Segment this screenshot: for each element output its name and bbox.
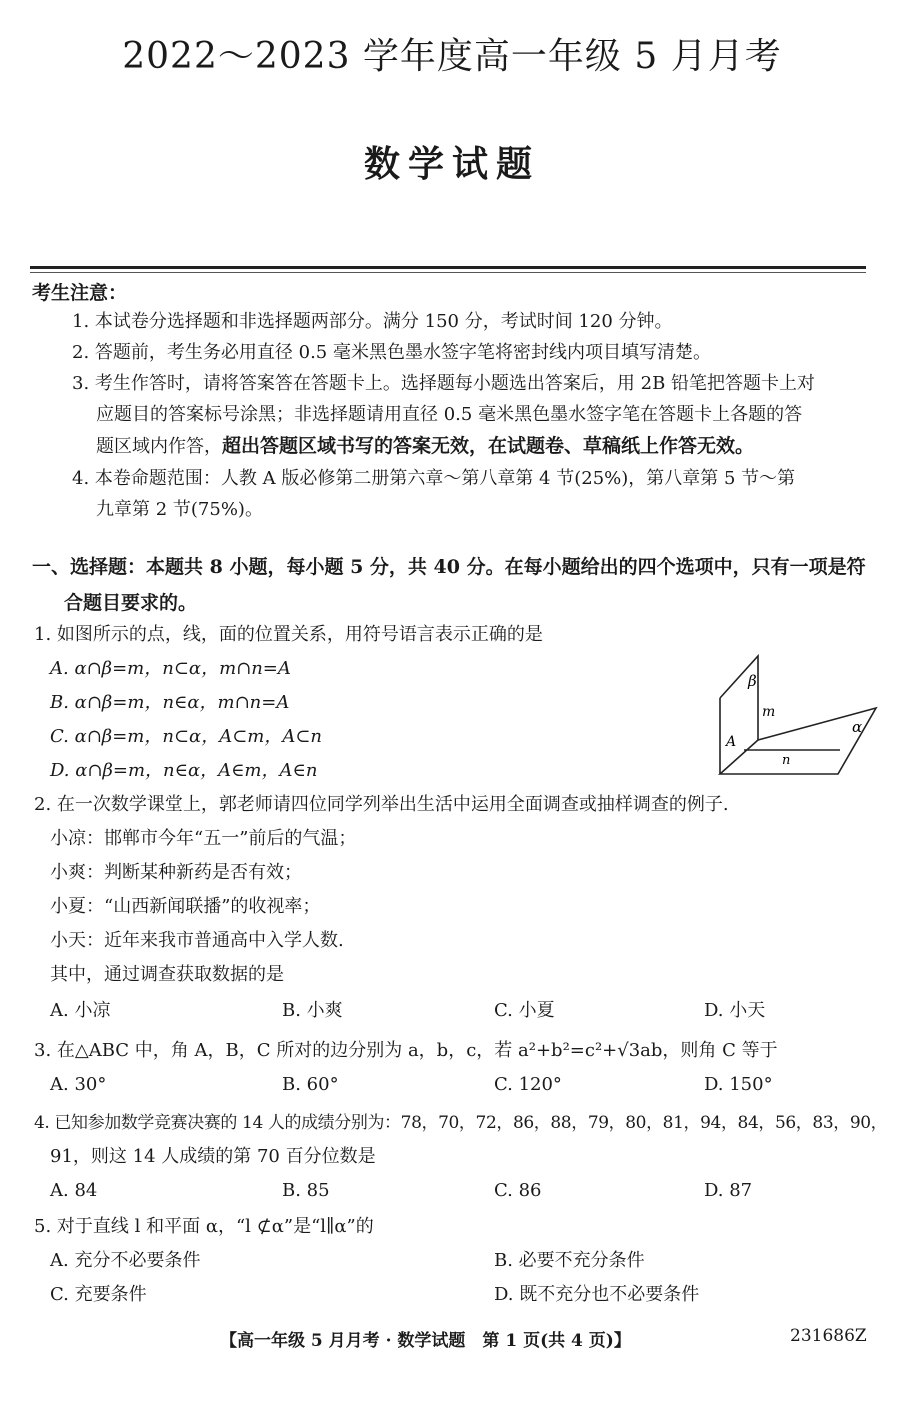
section1-heading-2: 合题目要求的。 <box>64 592 198 614</box>
q2-line-3: 小夏：“山西新闻联播”的收视率； <box>50 896 321 917</box>
q5-option-a: A. 充分不必要条件 <box>50 1250 201 1271</box>
paper-code: 231686Z <box>790 1326 867 1346</box>
q4-option-a: A. 84 <box>50 1180 98 1201</box>
q3-option-b: B. 60° <box>282 1074 339 1095</box>
subject-title: 数学试题 <box>363 143 540 185</box>
q1-option-b: B. α∩β=m，n∈α，m∩n=A <box>50 692 290 713</box>
q4-option-c: C. 86 <box>494 1180 542 1201</box>
q3-stem: 3. 在△ABC 中，角 A，B，C 所对的边分别为 a，b，c，若 a²+b²=c²+√3ab，则角 C 等于 <box>34 1040 778 1061</box>
q1-option-c: C. α∩β=m，n⊂α，A⊂m，A⊂n <box>50 726 323 747</box>
notice-heading: 考生注意： <box>32 282 128 304</box>
q4-option-d: D. 87 <box>704 1180 753 1201</box>
notice-line-1: 1. 本试卷分选择题和非选择题两部分。满分 150 分，考试时间 120 分钟。 <box>72 311 673 332</box>
label-beta: β <box>748 672 757 690</box>
notice-line-4: 4. 本卷命题范围：人教 A 版必修第二册第六章～第八章第 4 节(25%)，第八章第 5 节～第 <box>72 468 796 489</box>
q2-line-1: 小凉：邯郸市今年“五一”前后的气温； <box>50 828 357 849</box>
q2-line-5: 其中，通过调查获取数据的是 <box>50 964 284 985</box>
divider-thin <box>30 272 866 273</box>
q2-option-d: D. 小天 <box>704 1000 766 1021</box>
q2-stem: 2. 在一次数学课堂上，郭老师请四位同学列举出生活中运用全面调查或抽样调查的例子. <box>34 794 729 815</box>
label-m: m <box>762 704 776 720</box>
q1-option-d: D. α∩β=m，n∈α，A∈m，A∈n <box>50 760 318 781</box>
notice-line-3c <box>96 433 754 460</box>
notice-line-2: 2. 答题前，考生务必用直径 0.5 毫米黑色墨水签字笔将密封线内项目填写清楚。 <box>72 342 711 363</box>
notice-line-3b: 应题目的答案标号涂黑；非选择题请用直径 0.5 毫米黑色墨水签字笔在答题卡上各题的答 <box>96 404 803 425</box>
notice-line-3: 3. 考生作答时，请将答案答在答题卡上。选择题每小题选出答案后，用 2B 铅笔把答题卡上对 <box>72 373 816 394</box>
q1-stem: 1. 如图所示的点，线，面的位置关系，用符号语言表示正确的是 <box>34 624 543 645</box>
q5-option-c: C. 充要条件 <box>50 1284 147 1305</box>
divider-thick <box>30 266 866 269</box>
q3-option-d: D. 150° <box>704 1074 773 1095</box>
notice-line-4b: 九章第 2 节(75%)。 <box>96 499 263 520</box>
q2-option-a: A. 小凉 <box>50 1000 111 1021</box>
label-alpha: α <box>852 718 863 736</box>
q4-stem: 4. 已知参加数学竞赛决赛的 14 人的成绩分别为：78，70，72，86，88，79，80，81，94，84，56，83，90， <box>34 1113 888 1133</box>
q4-option-b: B. 85 <box>282 1180 330 1201</box>
exam-title: 2022～2023 学年度高一年级 5 月月考 <box>122 36 782 77</box>
q2-option-b: B. 小爽 <box>282 1000 343 1021</box>
q2-option-c: C. 小夏 <box>494 1000 555 1021</box>
label-n: n <box>782 753 791 768</box>
q5-option-d: D. 既不充分也不必要条件 <box>494 1284 700 1305</box>
q5-stem: 5. 对于直线 l 和平面 α，“l ⊄α”是“l∥α”的 <box>34 1216 374 1237</box>
q5-option-b: B. 必要不充分条件 <box>494 1250 645 1271</box>
notice-line-3c-text: 题区域内作答， <box>96 436 222 457</box>
q3-option-c: C. 120° <box>494 1074 562 1095</box>
q2-line-2: 小爽：判断某种新药是否有效； <box>50 862 302 883</box>
q1-plane-figure <box>712 650 884 780</box>
label-A: A <box>726 734 737 750</box>
section1-heading: 一、选择题：本题共 8 小题，每小题 5 分，共 40 分。在每小题给出的四个选项中，只有一项是符 <box>32 556 866 578</box>
q2-line-4: 小天：近年来我市普通高中入学人数. <box>50 930 344 951</box>
notice-bold-warning: 超出答题区域书写的答案无效，在试题卷、草稿纸上作答无效。 <box>222 435 755 457</box>
page-footer: 【高一年级 5 月月考 · 数学试题 第 1 页(共 4 页)】 <box>220 1331 631 1351</box>
q3-option-a: A. 30° <box>50 1074 107 1095</box>
q4-stem-2: 91，则这 14 人成绩的第 70 百分位数是 <box>50 1146 376 1167</box>
q1-option-a: A. α∩β=m，n⊂α，m∩n=A <box>50 658 291 679</box>
